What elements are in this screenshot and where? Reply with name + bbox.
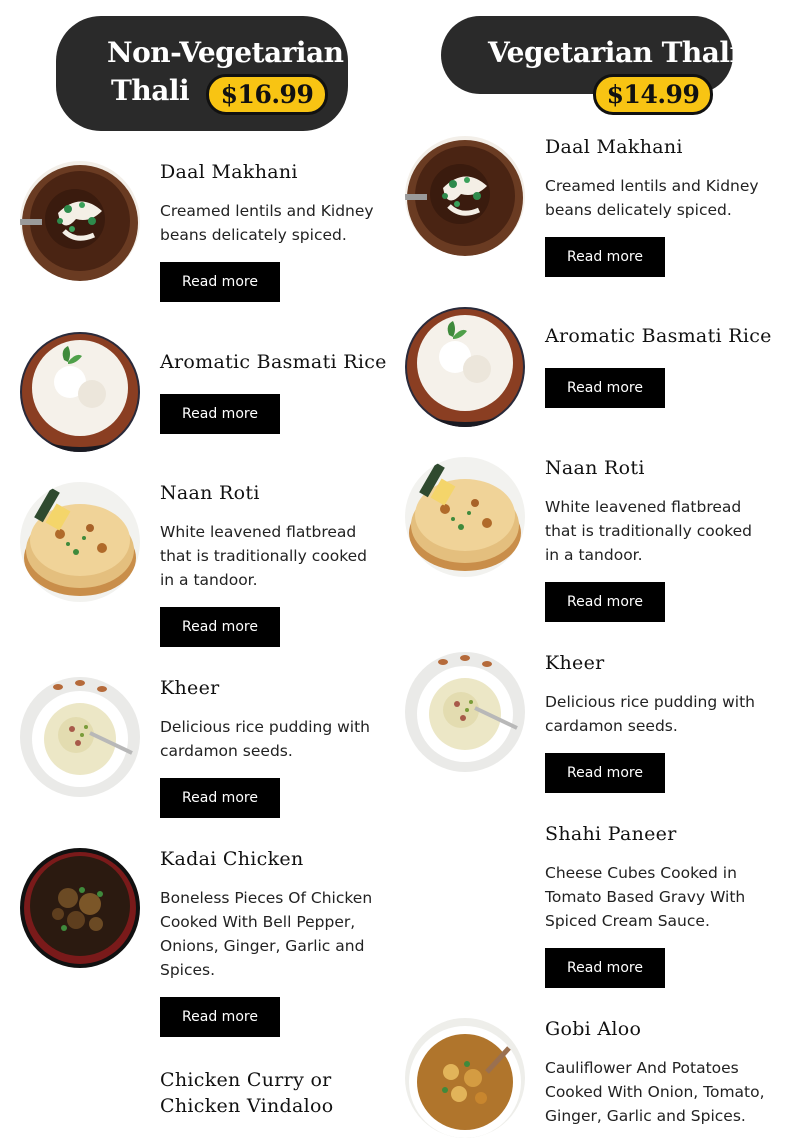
veg-thali-title: Vegetarian Thali: [488, 36, 740, 69]
non-veg-thali-header: [56, 16, 348, 131]
dish-name: Naan Roti: [545, 457, 645, 479]
non-veg-thali-title-line2: Thali: [111, 74, 190, 107]
read-more-button[interactable]: Read more: [160, 997, 280, 1037]
dish-description: Creamed lentils and Kidney beans delicately spiced.: [160, 202, 374, 244]
basmati-rice-image: [405, 307, 525, 427]
naan-roti-image: [405, 457, 525, 577]
gobi-aloo-image: [405, 1018, 525, 1138]
dish-name: Aromatic Basmati Rice: [545, 325, 772, 347]
non-veg-thali-title: Non-Vegetarian: [107, 36, 344, 69]
read-more-button[interactable]: Read more: [160, 394, 280, 434]
dish-name: Chicken Curry or Chicken Vindaloo: [160, 1069, 334, 1117]
daal-makhani-image: [20, 161, 140, 281]
dish-description: White leavened flatbread that is traditionally cooked in a tandoor.: [545, 498, 752, 564]
dish-name: Daal Makhani: [545, 136, 683, 158]
dish-name: Naan Roti: [160, 482, 260, 504]
dish-name: Aromatic Basmati Rice: [160, 351, 387, 373]
dish-description: Creamed lentils and Kidney beans delicately spiced.: [545, 177, 759, 219]
dish-name: Shahi Paneer: [545, 823, 677, 845]
kheer-image: [20, 677, 140, 797]
dish-description: Delicious rice pudding with cardamon seeds.: [160, 718, 371, 760]
daal-makhani-image: [405, 136, 525, 256]
kadai-chicken-image: [20, 848, 140, 968]
naan-roti-image: [20, 482, 140, 602]
read-more-button[interactable]: Read more: [545, 582, 665, 622]
read-more-button[interactable]: Read more: [160, 607, 280, 647]
dish-description: Cauliflower And Potatoes Cooked With Onion, Tomato, Ginger, Garlic and Spices.: [545, 1059, 765, 1125]
veg-thali-column: [385, 0, 772, 1125]
read-more-button[interactable]: Read more: [545, 368, 665, 408]
dish-name: Gobi Aloo: [545, 1018, 642, 1040]
read-more-button[interactable]: Read more: [545, 948, 665, 988]
dish-name: Kheer: [160, 677, 220, 699]
dish-description: White leavened flatbread that is traditionally cooked in a tandoor.: [160, 523, 367, 589]
veg-price-badge: $14.99: [593, 74, 713, 115]
dish-description: Boneless Pieces Of Chicken Cooked With Bell Pepper, Onions, Ginger, Garlic and Spices.: [160, 889, 373, 979]
kheer-image: [405, 652, 525, 772]
read-more-button[interactable]: Read more: [160, 262, 280, 302]
read-more-button[interactable]: Read more: [545, 753, 665, 793]
dish-name: Kadai Chicken: [160, 848, 304, 870]
non-veg-thali-column: [0, 0, 387, 1117]
read-more-button[interactable]: Read more: [160, 778, 280, 818]
basmati-rice-image: [20, 332, 140, 452]
dish-description: Cheese Cubes Cooked in Tomato Based Gravy With Spiced Cream Sauce.: [545, 864, 746, 930]
dish-name: Daal Makhani: [160, 161, 298, 183]
non-veg-price-badge: $16.99: [206, 74, 328, 115]
read-more-button[interactable]: Read more: [545, 237, 665, 277]
dish-name: Kheer: [545, 652, 605, 674]
dish-description: Delicious rice pudding with cardamon seeds.: [545, 693, 756, 735]
